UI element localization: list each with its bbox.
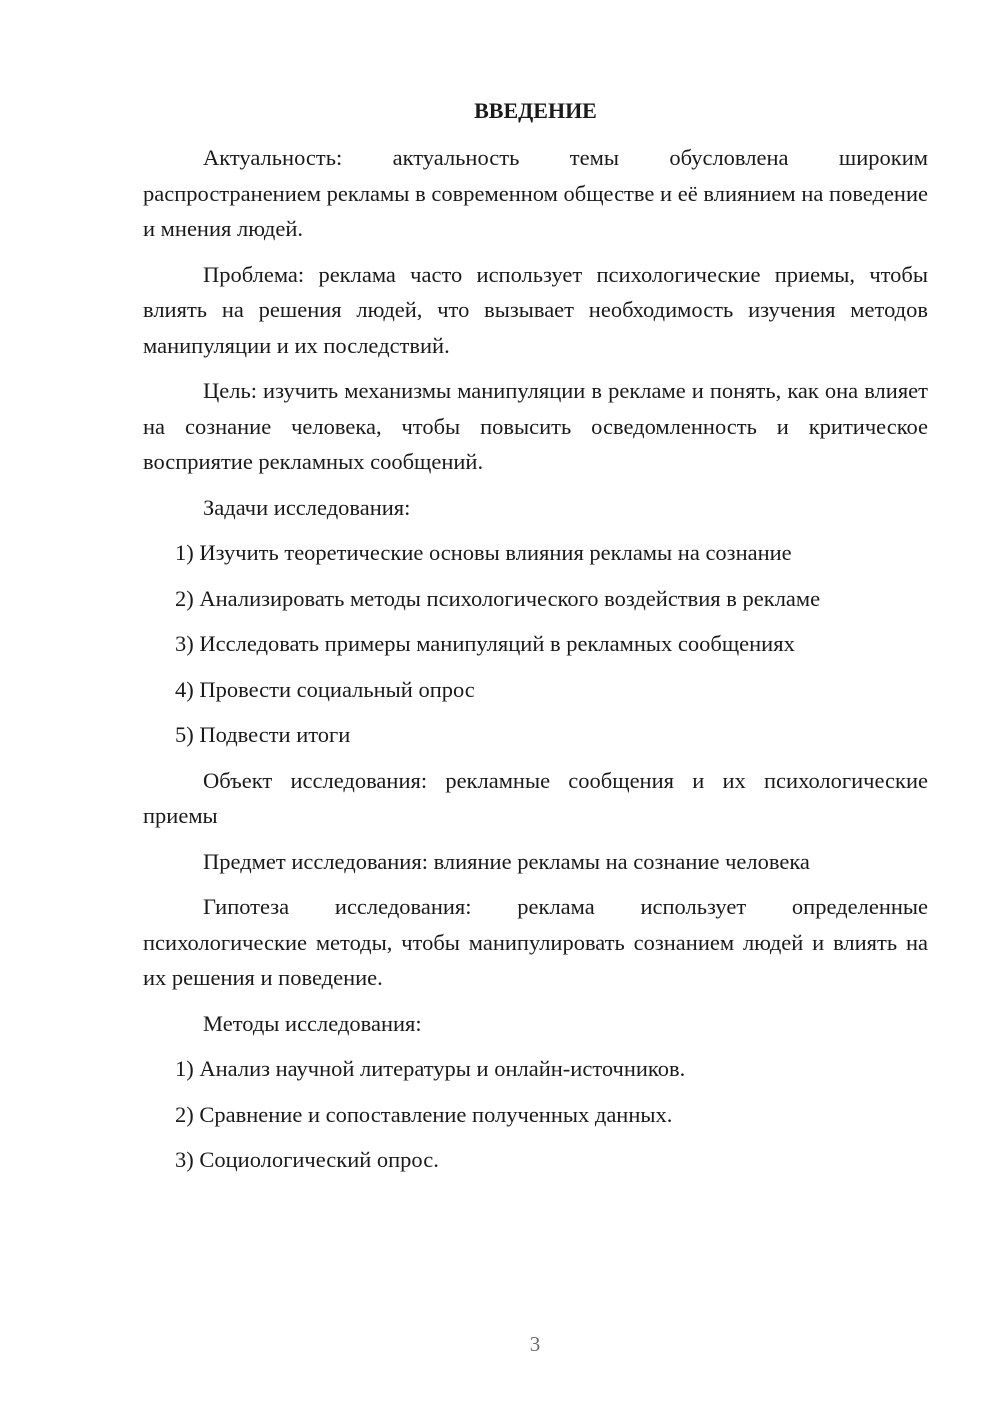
object-paragraph: Объект исследования: рекламные сообщения и их психологические приемы — [143, 767, 928, 828]
section-title: ВВЕДЕНИЕ — [474, 98, 597, 123]
task-item: 2) Анализировать методы психологического воздействия в рекламе — [175, 585, 821, 611]
methods-heading: Методы исследования: — [203, 1010, 422, 1036]
method-item: 3) Социологический опрос. — [175, 1147, 439, 1172]
page-number: 3 — [529, 1332, 541, 1356]
method-item: 2) Сравнение и сопоставление полученных данных. — [175, 1101, 673, 1127]
document-body — [143, 95, 928, 1188]
tasks-heading: Задачи исследования: — [203, 494, 411, 520]
subject-paragraph: Предмет исследования: влияние рекламы на сознание человека — [203, 848, 810, 874]
relevance-paragraph: Актуальность: актуальность темы обусловлена широким распространением рекламы в современном обществе и её влиянием на поведение и мнения людей. — [143, 145, 928, 241]
problem-paragraph: Проблема: реклама часто использует психологические приемы, чтобы влиять на решения людей, что вызывает необходимость изучения методов манипуляции и их последствий. — [143, 261, 928, 358]
method-item: 1) Анализ научной литературы и онлайн-источников. — [175, 1056, 686, 1081]
goal-paragraph: Цель: изучить механизмы манипуляции в рекламе и понять, как она влияет на сознание человека, чтобы повысить осведомленность и критическое восприятие рекламных сообщений. — [143, 378, 928, 474]
task-item: 3) Исследовать примеры манипуляций в рекламных сообщениях — [175, 631, 795, 656]
task-item: 4) Провести социальный опрос — [175, 676, 475, 702]
task-item: 1) Изучить теоретические основы влияния рекламы на сознание — [175, 540, 792, 565]
hypothesis-paragraph: Гипотеза исследования: реклама использует определенные психологические методы, чтобы манипулировать сознанием людей и влиять на их решения и поведение. — [143, 894, 928, 990]
task-item: 5) Подвести итоги — [175, 722, 351, 747]
